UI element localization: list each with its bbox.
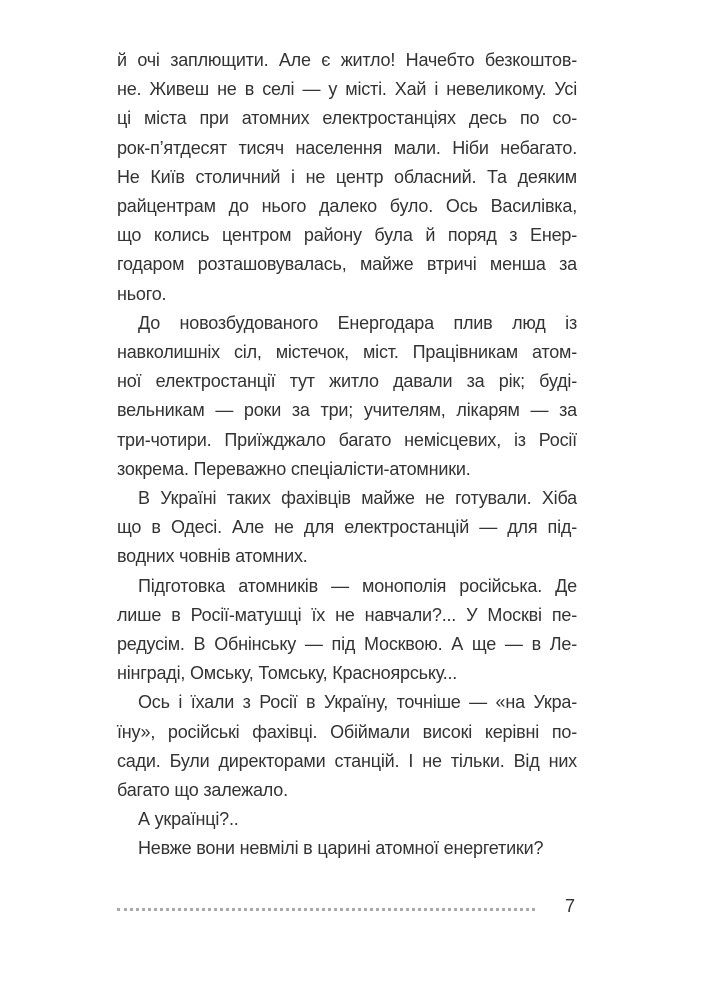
text-line: А українці?.. xyxy=(138,809,239,830)
text-line: три-чотири. Приїжджало багато немісцевих, із Росії xyxy=(117,429,577,450)
text-line: нінграді, Омську, Томську, Красноярську... xyxy=(117,663,458,684)
text-line: що в Одесі. Але не для електростанцій — для під- xyxy=(117,517,577,538)
text-line: Ось і їхали з Росії в Україну, точніше — «на Укра- xyxy=(138,692,577,713)
text-line: рок-п’ятдесят тисяч населення мали. Ніби небагато. xyxy=(117,137,577,158)
text-line: що колись центром району була й поряд з Енер- xyxy=(117,225,577,246)
text-line: годаром розташовувалась, майже втричі менша за xyxy=(117,254,577,275)
text-line: Не Київ столичний і не центр обласний. Та деяким xyxy=(117,166,577,187)
text-line: не. Живеш не в селі — у місті. Хай і невеликому. Усі xyxy=(117,79,577,100)
text-line: водних човнів атомних. xyxy=(117,546,308,567)
text-line: ної електростанції тут житло давали за рік; буді- xyxy=(117,371,577,392)
text-line: вельникам — роки за три; учителям, лікарям — за xyxy=(117,400,577,421)
text-line: їну», російські фахівці. Обіймали високі керівні по- xyxy=(117,721,577,742)
text-line: лише в Росії-матушці їх не навчали?... У Москві пе- xyxy=(117,604,577,625)
page-footer xyxy=(117,896,577,920)
text-line: редусім. В Обнінську — під Москвою. А ще — в Ле- xyxy=(117,634,577,655)
text-line: райцентрам до нього далеко було. Ось Василівка, xyxy=(117,196,577,217)
text-line: й очі заплющити. Але є житло! Начебто безкоштов- xyxy=(117,50,577,70)
dotted-rule xyxy=(117,908,535,911)
text-line: ці міста при атомних електростанціях десь по со- xyxy=(117,108,577,129)
text-line: В Україні таких фахівців майже не готували. Хіба xyxy=(138,488,577,509)
text-line: багато що залежало. xyxy=(117,780,288,801)
text-line: зокрема. Переважно спеціалісти-атомники. xyxy=(117,458,471,479)
text-line: До новозбудованого Енергодара плив люд із xyxy=(138,312,577,333)
text-line: Підготовка атомників — монополія російська. Де xyxy=(138,575,577,596)
text-line: нього. xyxy=(117,283,167,304)
text-line: Невже вони невмілі в царині атомної енергетики? xyxy=(138,838,544,859)
page-number: 7 xyxy=(564,896,575,916)
text-line: навколишніх сіл, містечок, міст. Працівникам атом- xyxy=(117,342,577,363)
text-line: сади. Були директорами станцій. І не тільки. Від них xyxy=(117,750,577,771)
body-text xyxy=(117,46,577,864)
